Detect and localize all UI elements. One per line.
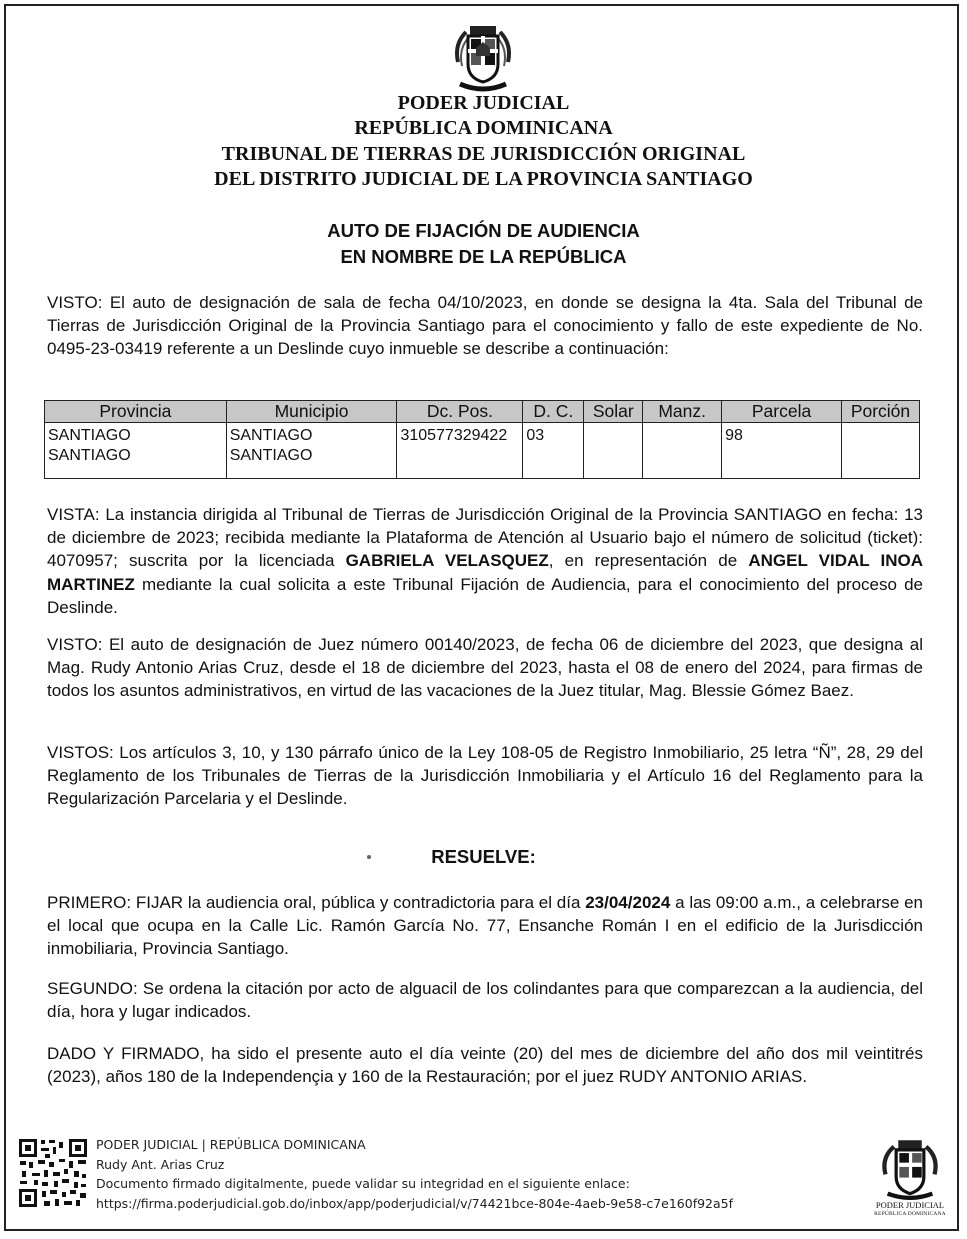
qr-code-icon (18, 1138, 88, 1208)
vista-text-2: , en representación de (548, 551, 749, 571)
col-header-porcion: Porción (841, 401, 919, 423)
vista-text-1: VISTA: La instancia dirigida al Tribunal de Tierras de Jurisdicción Original de la Provincia SANTIAGO en fecha: 13 de diciembre de 2023; recibida mediante la Plataforma de Atención al Usuario bajo el número de solicitud (ticket): 4070957; suscrita por la licenciada (47, 505, 923, 571)
header-line-3: TRIBUNAL DE TIERRAS DE JURISDICCIÓN ORIGINAL (221, 143, 746, 165)
cell-municipio (226, 423, 397, 479)
seal-caption-1: PODER JUDICIAL (875, 1200, 945, 1210)
col-header-manz: Manz. (643, 401, 722, 423)
cell-provincia-line-2: SANTIAGO (48, 447, 131, 464)
cell-parcela: 98 (722, 423, 842, 479)
client-name: ANGEL VIDAL INOA MARTINEZ (47, 551, 923, 594)
cell-manz (643, 423, 722, 479)
primero-paragraph (47, 891, 923, 961)
signer-name: Rudy Ant. Arias Cruz (96, 1156, 225, 1172)
cell-provincia (45, 423, 227, 479)
dado-firmado-paragraph: DADO Y FIRMADO, ha sido el presente auto el día veinte (20) del mes de diciembre del año dos mil veintitrés (2023), años 180 de la Independençia y 160 de la Restauración; por el juez RUDY ANTONIO ARIAS. (47, 1044, 923, 1087)
resuelve-heading: RESUELVE: (431, 846, 536, 867)
segundo-paragraph: SEGUNDO: Se ordena la citación por acto de alguacil de los colindantes para que comparezcan a la audiencia, del día, hora y lugar indicados. (47, 979, 923, 1022)
header-line-2: REPÚBLICA DOMINICANA (354, 117, 613, 139)
header-line-4: DEL DISTRITO JUDICIAL DE LA PROVINCIA SANTIAGO (214, 168, 753, 190)
col-header-dc-pos: Dc. Pos. (397, 401, 523, 423)
col-header-parcela: Parcela (722, 401, 842, 423)
hearing-date: 23/04/2024 (585, 893, 671, 912)
visto-juez-paragraph: VISTO: El auto de designación de Juez número 00140/2023, de fecha 06 de diciembre del 2023, que designa al Mag. Rudy Antonio Arias Cruz, desde el 18 de diciembre del 2023, hasta el 08 de enero del 2024, para firmas de todos los asuntos administrativos, en virtud de las vacaciones de la Juez titular, Mag. Blessie Gómez Baez. (47, 635, 923, 701)
table-row (45, 423, 920, 479)
visto-sala-paragraph: VISTO: El auto de designación de sala de fecha 04/10/2023, en donde se designa la 4ta. Sala del Tribunal de Tierras de Jurisdicción Original de la Provincia Santiago para el conocimiento y fallo de este expediente de No. 0495-23-03419 referente a un Deslinde cuyo inmueble se describe a continuación: (47, 293, 923, 359)
cell-provincia-line-1: SANTIAGO (48, 427, 131, 444)
vista-text-3: mediante la cual solicita a este Tribunal Fijación de Audiencia, para el conocimiento del proceso de Deslinde. (47, 574, 923, 617)
cell-municipio-line-2: SANTIAGO (229, 447, 313, 464)
cell-dc-pos: 310577329422 (397, 423, 523, 479)
document-title-line-2: EN NOMBRE DE LA REPÚBLICA (340, 246, 627, 267)
judiciary-seal (872, 1136, 948, 1222)
table-header-row (45, 401, 920, 423)
vista-paragraph (47, 503, 923, 619)
cell-porcion (841, 423, 919, 479)
seal-caption-2: REPÚBLICA DOMINICANA (874, 1211, 946, 1217)
parcel-table (44, 400, 920, 479)
lawyer-name: GABRIELA VELASQUEZ (345, 551, 549, 571)
document-title-line-1: AUTO DE FIJACIÓN DE AUDIENCIA (327, 220, 640, 241)
col-header-solar: Solar (584, 401, 643, 423)
col-header-municipio: Municipio (226, 401, 397, 423)
col-header-dc: D. C. (523, 401, 584, 423)
cell-solar (584, 423, 643, 479)
primero-text-2: a las 09:00 a.m., a celebrarse en el local que ocupa en la Calle Lic. Ramón García No. 77, Ensanche Román I en el edificio de la Jurisdicción inmobiliaria, Provincia Santiago. (47, 893, 923, 959)
digital-signature-block (96, 1135, 733, 1213)
seal-crest-icon (872, 1136, 948, 1200)
coat-of-arms-icon (448, 22, 518, 94)
signature-org: PODER JUDICIAL | REPÚBLICA DOMINICANA (96, 1137, 366, 1152)
cell-dc: 03 (523, 423, 584, 479)
signature-note: Documento firmado digitalmente, puede validar su integridad en el siguiente enlace: (96, 1176, 630, 1191)
header-line-1: PODER JUDICIAL (397, 92, 570, 114)
cell-municipio-line-1: SANTIAGO (229, 427, 313, 444)
primero-text-1: PRIMERO: FIJAR la audiencia oral, pública y contradictoria para el día (47, 893, 586, 912)
col-header-provincia: Provincia (45, 401, 227, 423)
validation-link[interactable]: https://firma.poderjudicial.gob.do/inbox/app/poderjudicial/v/74421bce-804e-4aeb-9e58-c7e160f92a5f (96, 1195, 734, 1211)
vistos-paragraph: VISTOS: Los artículos 3, 10, y 130 párrafo único de la Ley 108-05 de Registro Inmobiliario, 25 letra “Ñ”, 28, 29 del Reglamento de los Tribunales de Tierras de la Jurisdicción Inmobiliaria y el Artículo 16 del Reglamento para la Regularización Parcelaria y el Deslinde. (47, 743, 923, 809)
